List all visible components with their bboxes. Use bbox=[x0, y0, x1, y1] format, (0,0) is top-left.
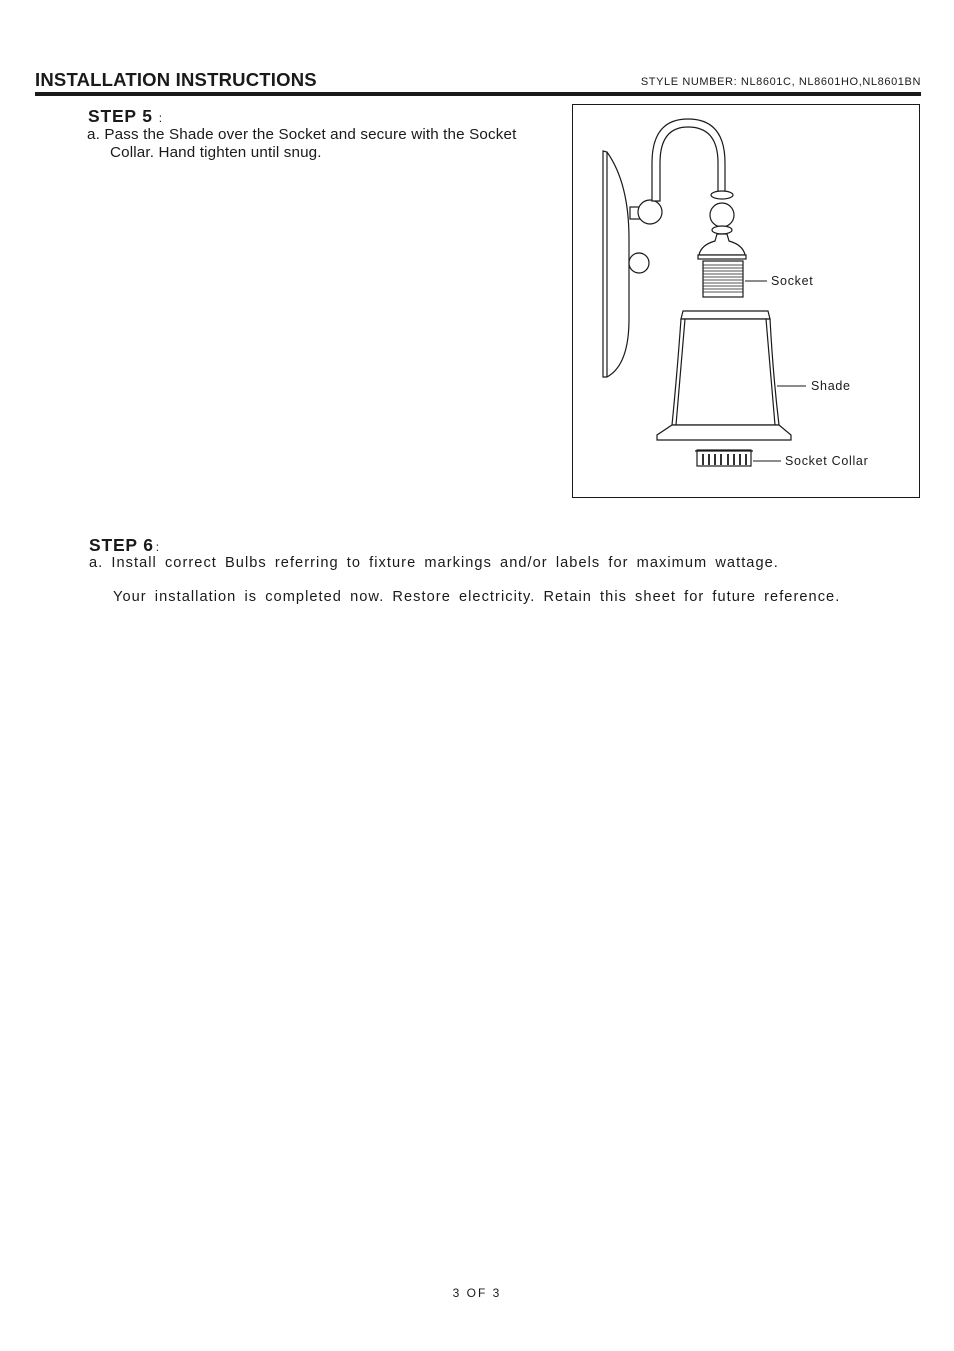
document-title: INSTALLATION INSTRUCTIONS bbox=[35, 69, 317, 90]
arm-collar-lower bbox=[712, 226, 732, 234]
shade-drawing bbox=[657, 311, 791, 440]
step6-heading bbox=[89, 535, 159, 556]
socket-collar bbox=[697, 450, 751, 466]
step6-heading-label: STEP 6 bbox=[89, 535, 154, 555]
shade-rim bbox=[657, 425, 791, 440]
mounting-knob bbox=[629, 253, 649, 273]
style-number: STYLE NUMBER: NL8601C, NL8601HO,NL8601BN bbox=[640, 76, 921, 88]
socket-collar-label: Socket Collar bbox=[785, 454, 869, 468]
step5-colon: : bbox=[158, 111, 163, 125]
shade-label: Shade bbox=[811, 379, 851, 393]
socket-label: Socket bbox=[771, 274, 814, 288]
fixture-diagram-drawing bbox=[573, 105, 919, 497]
step5-text-line1: a. Pass the Shade over the Socket and secure with the Socket bbox=[87, 126, 517, 143]
arm-ball bbox=[638, 200, 662, 224]
step6-colon: : bbox=[155, 540, 160, 554]
cup-rim bbox=[698, 255, 746, 259]
step5-text-line2: Collar. Hand tighten until snug. bbox=[110, 144, 322, 161]
header-rule bbox=[35, 92, 921, 96]
fixture-diagram bbox=[572, 104, 920, 498]
arm-collar-upper bbox=[711, 191, 733, 199]
shade-body bbox=[672, 319, 779, 425]
page-number: 3 OF 3 bbox=[452, 1286, 502, 1300]
arm-ball-decor bbox=[710, 203, 734, 227]
step5-instructions bbox=[87, 126, 572, 162]
socket-cup bbox=[699, 234, 745, 255]
curved-arm bbox=[652, 119, 725, 201]
socket-collar-drawing bbox=[695, 450, 753, 466]
step5-heading-label: STEP 5 bbox=[88, 106, 153, 126]
shade-top bbox=[681, 311, 770, 319]
step5-heading bbox=[88, 106, 162, 127]
completion-note: Your installation is completed now. Restore electricity. Retain this sheet for future reference. bbox=[113, 589, 841, 605]
step6-instructions: a. Install correct Bulbs referring to fixture markings and/or labels for maximum wattage. bbox=[89, 555, 779, 571]
